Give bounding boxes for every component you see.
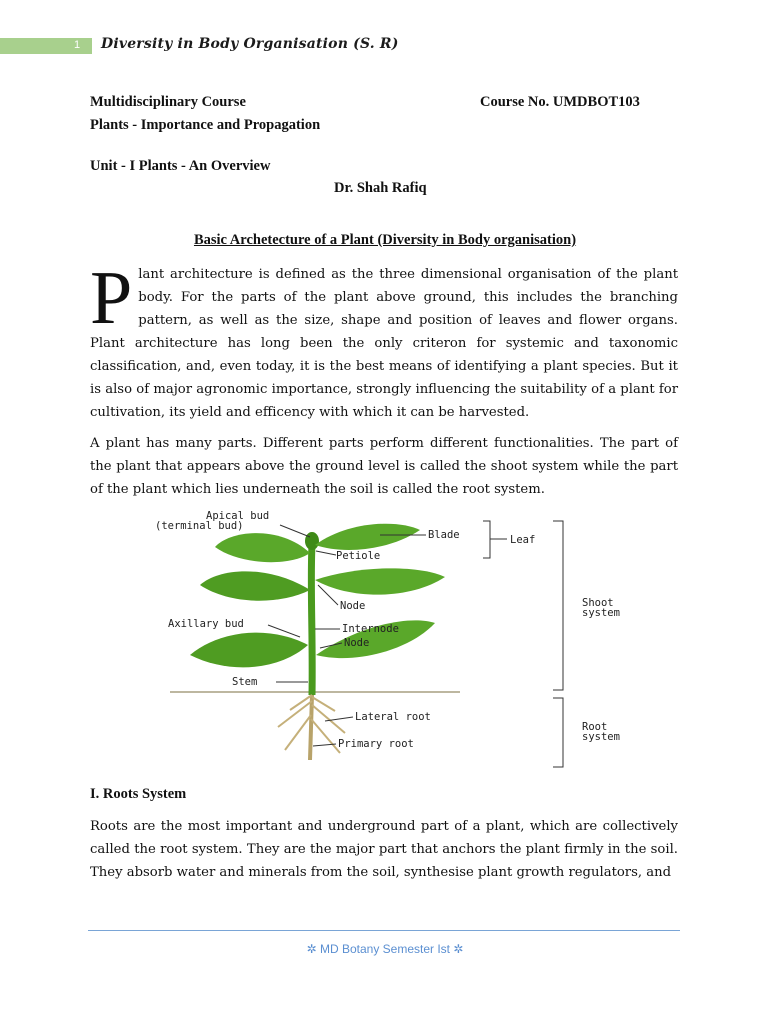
course-number: Course No. UMDBOT103	[480, 94, 640, 110]
plant-diagram-svg	[150, 505, 670, 773]
primary-root-shape	[310, 695, 312, 760]
author-name: Dr. Shah Rafiq	[334, 180, 427, 196]
label-primary-root: Primary root	[338, 738, 414, 750]
section-title: Basic Archetecture of a Plant (Diversity in Body organisation)	[193, 232, 577, 248]
label-leaf: Leaf	[510, 534, 536, 546]
leaf-middle-left	[200, 571, 310, 600]
footer-text: MD Botany Semester Ist	[319, 942, 451, 956]
leaf-upper-left	[215, 533, 310, 562]
label-root-system: system	[582, 731, 620, 743]
leaf-middle-right	[315, 568, 445, 594]
drop-cap: P	[90, 256, 133, 340]
label-internode: Internode	[342, 623, 399, 635]
course-title: Plants - Importance and Propagation	[90, 117, 321, 133]
leaf-ornament-icon-right: ✲	[453, 942, 464, 956]
apical-bud-shape	[305, 532, 319, 550]
label-root: Root	[582, 721, 608, 733]
running-header-title: Diversity in Body Organisation (S. R)	[101, 36, 399, 52]
page-number: 1	[74, 39, 81, 51]
label-shoot-system: system	[582, 607, 620, 619]
paragraph-plant-parts: A plant has many parts. Different parts perform different functionalities. The part of the plant that appears above the ground level is called the shoot system while the part of the plant which lies underneath the soil is called the root system.	[90, 436, 678, 497]
label-node-upper: Node	[340, 600, 366, 612]
label-node-lower: Node	[344, 637, 370, 649]
footer	[290, 942, 480, 956]
label-stem: Stem	[232, 676, 258, 688]
label-shoot: Shoot	[582, 597, 614, 609]
footer-divider	[88, 930, 680, 931]
stem-shape	[311, 545, 312, 695]
leaf-upper-right	[315, 524, 420, 550]
label-petiole: Petiole	[336, 550, 381, 562]
label-lateral-root: Lateral root	[355, 711, 431, 723]
label-apical-bud: Apical bud	[206, 510, 270, 522]
leaf-ornament-icon: ✲	[306, 942, 317, 956]
label-axillary-bud: Axillary bud	[168, 618, 244, 630]
paragraph-architecture	[90, 256, 678, 424]
leaf-lower-left	[190, 633, 308, 668]
label-blade: Blade	[428, 529, 460, 541]
roots-system-heading: I. Roots System	[90, 786, 187, 802]
plant-diagram	[150, 505, 670, 773]
unit-title: Unit - I Plants - An Overview	[90, 158, 271, 174]
course-type: Multidisciplinary Course	[90, 94, 246, 110]
label-terminal-bud: (terminal bud)	[155, 520, 244, 532]
paragraph-architecture-text: lant architecture is defined as the three dimensional organisation of the plant body. For the parts of the plant above ground, this includes the branching pattern, as well as the size, shape and position of leaves and flower organs. Plant architecture has long been the only criteron for systemic and taxonomic classification, and, even today, it is the best means of identifying a plant species. But it is also of major agronomic importance, strongly influencing the suitability of a plant for cultivation, its yield and efficency with which it can be harvested.	[90, 267, 678, 420]
paragraph-roots: Roots are the most important and underground part of a plant, which are collectively called the root system. They are the major part that anchors the plant firmly in the soil. They absorb water and minerals from the soil, synthesise plant growth regulators, and	[90, 819, 678, 880]
